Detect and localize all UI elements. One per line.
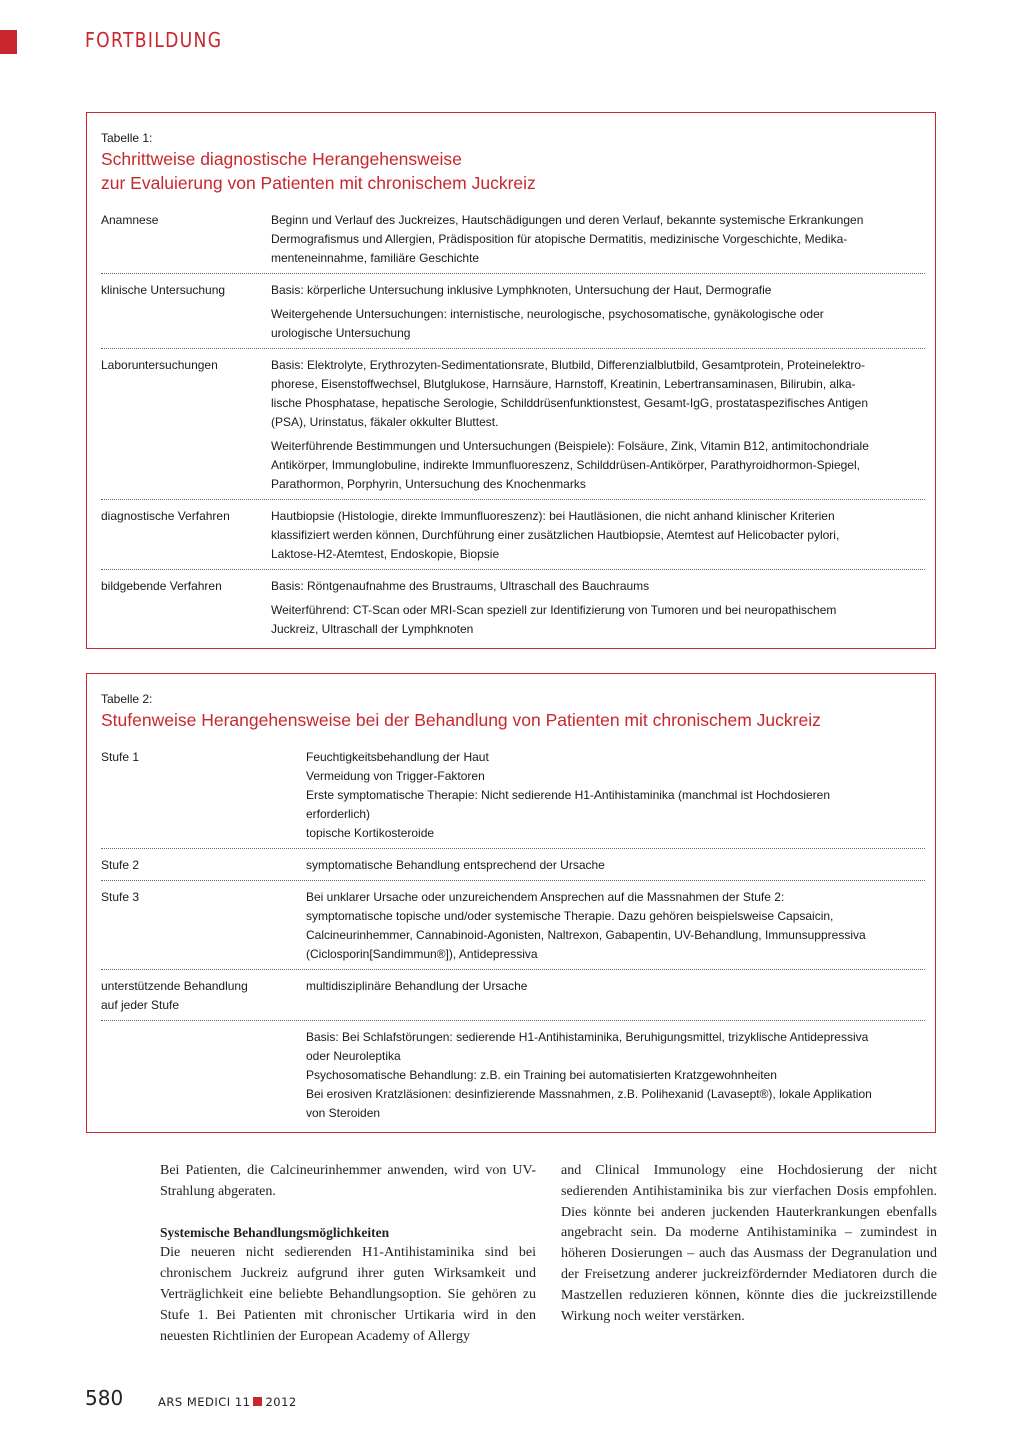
row-divider (101, 499, 925, 500)
row-divider (101, 348, 925, 349)
row-text (306, 977, 925, 996)
section-marker (0, 30, 17, 54)
section-title: FORTBILDUNG (85, 28, 223, 52)
row-text (271, 356, 925, 494)
row-text-line: menteneinnahme, familiäre Geschichte (271, 251, 480, 265)
subheading: Systemische Behandlungsmöglichkeiten (160, 1224, 390, 1240)
row-label-line: Laboruntersuchungen (101, 358, 218, 372)
row-text-line: Calcineurinhemmer, Cannabinoid-Agonisten, Naltrexon, Gabapentin, UV-Behandlung, Immunsuppressiva (306, 928, 866, 942)
row-text (271, 281, 925, 343)
row-label-line: klinische Untersuchung (101, 283, 226, 297)
row-text-line: Weitergehende Untersuchungen: internistische, neurologische, psychosomatische, gynäkologische oder (271, 307, 824, 321)
separator-square (253, 1397, 262, 1406)
row-text (306, 748, 925, 843)
row-text-line: Laktose-H2-Atemtest, Endoskopie, Biopsie (271, 547, 500, 561)
row-text-line: symptomatische topische und/oder systemische Therapie. Dazu gehören beispielsweise Capsaicin, (306, 909, 834, 923)
row-text-line: multidisziplinäre Behandlung der Ursache (306, 979, 528, 993)
row-text-line: Parathormon, Porphyrin, Untersuchung des Knochenmarks (271, 477, 586, 491)
row-text-line: Bei erosiven Kratzläsionen: desinfizierende Massnahmen, z.B. Polihexanid (Lavasept®), lokale Applikation (306, 1087, 872, 1101)
row-label-line: Anamnese (101, 213, 159, 227)
row-text-line: klassifiziert werden können, Durchführung einer zusätzlichen Hautbiopsie, Atemtest auf Helicobacter pylori, (271, 528, 840, 542)
row-divider (101, 273, 925, 274)
row-text-line: Basis: Röntgenaufnahme des Brustraums, Ultraschall des Bauchraums (271, 579, 650, 593)
row-text-line: Weiterführend: CT-Scan oder MRI-Scan speziell zur Identifizierung von Tumoren und bei neuropathischem (271, 603, 837, 617)
row-label (101, 356, 265, 375)
row-divider (101, 1020, 925, 1021)
table-1-title-line-2: zur Evaluierung von Patienten mit chronischem Juckreiz (101, 173, 536, 193)
row-label-line: Stufe 2 (101, 858, 140, 872)
row-text-line: Hautbiopsie (Histologie, direkte Immunfluoreszenz): bei Hautläsionen, die nicht anhand klinischer Kriterien (271, 509, 835, 523)
row-text-line: topische Kortikosteroide (306, 826, 435, 840)
row-text-line: Psychosomatische Behandlung: z.B. ein Training bei automatisierten Kratzgewohnheiten (306, 1068, 777, 1082)
row-text-line: urologische Untersuchung (271, 326, 411, 340)
table-2-label: Tabelle 2: (101, 692, 153, 706)
row-label-line: Stufe 1 (101, 750, 140, 764)
row-label-line: bildgebende Verfahren (101, 579, 222, 593)
page-number: 580 (85, 1386, 124, 1410)
row-text (306, 1028, 925, 1123)
row-text-line: Vermeidung von Trigger-Faktoren (306, 769, 485, 783)
row-label (101, 856, 300, 875)
row-text (271, 211, 925, 268)
row-text-line: symptomatische Behandlung entsprechend der Ursache (306, 858, 605, 872)
row-label-line: Stufe 3 (101, 890, 140, 904)
row-text (306, 888, 925, 964)
paragraph: Bei Patienten, die Calcineurinhemmer anwenden, wird von UV-Strahlung abgeraten. (160, 1163, 536, 1199)
row-text-line: Weiterführende Bestimmungen und Untersuchungen (Beispiele): Folsäure, Zink, Vitamin B12, antimitochondriale (271, 439, 869, 453)
row-text-line: (Ciclosporin[Sandimmun®]), Antidepressiva (306, 947, 538, 961)
row-divider (101, 848, 925, 849)
row-text-line: erforderlich) (306, 807, 371, 821)
row-text-line: Erste symptomatische Therapie: Nicht sedierende H1-Antihistaminika (manchmal ist Hochdosieren (306, 788, 831, 802)
row-label-line: diagnostische Verfahren (101, 509, 230, 523)
row-text-line: Dermografismus und Allergien, Prädisposition für atopische Dermatitis, medizinische Vorgeschichte, Medika- (271, 232, 848, 246)
article-column-2 (561, 1161, 937, 1327)
journal-name: ARS MEDICI 11 (158, 1395, 251, 1409)
row-text-line: Feuchtigkeitsbehandlung der Haut (306, 750, 489, 764)
table-1-label: Tabelle 1: (101, 131, 153, 145)
row-divider (101, 569, 925, 570)
row-text (306, 856, 925, 875)
row-label-line: auf jeder Stufe (101, 998, 180, 1012)
row-text-line: (PSA), Urinstatus, fäkaler okkulter Bluttest. (271, 415, 499, 429)
row-divider (101, 880, 925, 881)
table-2-body (101, 748, 925, 1118)
row-text-line: phorese, Eisenstoffwechsel, Blutglukose, Harnsäure, Harnstoff, Kreatinin, Lebertransaminasen, Bilirubin, alka- (271, 377, 856, 391)
row-text-line: oder Neuroleptika (306, 1049, 401, 1063)
row-label (101, 888, 300, 907)
row-text-line: Basis: Elektrolyte, Erythrozyten-Sedimentationsrate, Blutbild, Differenzialblutbild, Gesamtprotein, Proteinelektro- (271, 358, 866, 372)
row-divider (101, 969, 925, 970)
row-text-line: Juckreiz, Ultraschall der Lymphknoten (271, 622, 474, 636)
row-text (271, 507, 925, 564)
row-label (101, 577, 265, 596)
table-1-body (101, 211, 925, 636)
row-text (271, 577, 925, 639)
table-2-title: Stufenweise Herangehensweise bei der Behandlung von Patienten mit chronischem Juckreiz (101, 710, 821, 730)
table-1 (86, 112, 936, 649)
row-text-line: Beginn und Verlauf des Juckreizes, Hautschädigungen und deren Verlauf, bekannte systemische Erkrankungen (271, 213, 864, 227)
row-label (101, 281, 265, 300)
row-label (101, 211, 265, 230)
row-label (101, 748, 300, 767)
row-text-line: Bei unklarer Ursache oder unzureichendem Ansprechen auf die Massnahmen der Stufe 2: (306, 890, 785, 904)
row-label-line: unterstützende Behandlung (101, 979, 248, 993)
journal-year: 2012 (265, 1395, 297, 1409)
row-text-line: Basis: körperliche Untersuchung inklusive Lymphknoten, Untersuchung der Haut, Dermografie (271, 283, 772, 297)
row-text-line: Basis: Bei Schlafstörungen: sedierende H1-Antihistaminika, Beruhigungsmittel, trizyklische Antidepressiva (306, 1030, 869, 1044)
row-label (101, 977, 300, 1015)
journal-info (158, 1395, 297, 1409)
row-text-line: lische Phosphatase, hepatische Serologie, Schilddrüsenfunktionstest, Gesamt-IgG, prostataspezifisches Antigen (271, 396, 869, 410)
row-text-line: Antikörper, Immunglobuline, indirekte Immunfluoreszenz, Schilddrüsen-Antikörper, Parathyroidhormon-Spiegel, (271, 458, 860, 472)
row-label (101, 507, 265, 526)
paragraph: Die neueren nicht sedierenden H1-Antihistaminika sind bei chronischem Juckreiz aufgrund ihrer guten Wirksamkeit und Verträglichkeit eine beliebte Behandlungsoption. Sie gehören zu Stufe 1. Bei Patienten mit chronischer Urtikaria wird in den neuesten Richtlinien der European Academy of Allergy (160, 1245, 536, 1344)
article-column-1 (160, 1161, 536, 1347)
row-text-line: von Steroiden (306, 1106, 381, 1120)
table-2 (86, 673, 936, 1133)
table-1-title-line-1: Schrittweise diagnostische Herangehensweise (101, 149, 462, 169)
paragraph: and Clinical Immunology eine Hochdosierung der nicht sedierenden Antihistaminika bis zur vierfachen Dosis empfohlen. Dies könnte bei anderen juckenden Hauterkrankungen ebenfalls angebracht sein. Da moderne Antihistaminika – zumindest in höheren Dosierungen – auch das Ausmass der Degranulation und der Freisetzung anderer juckreizfördernder Mediatoren durch die Mastzellen reduzieren können, könnte dies die juckreizstillende Wirkung noch weiter verstärken. (561, 1163, 937, 1324)
